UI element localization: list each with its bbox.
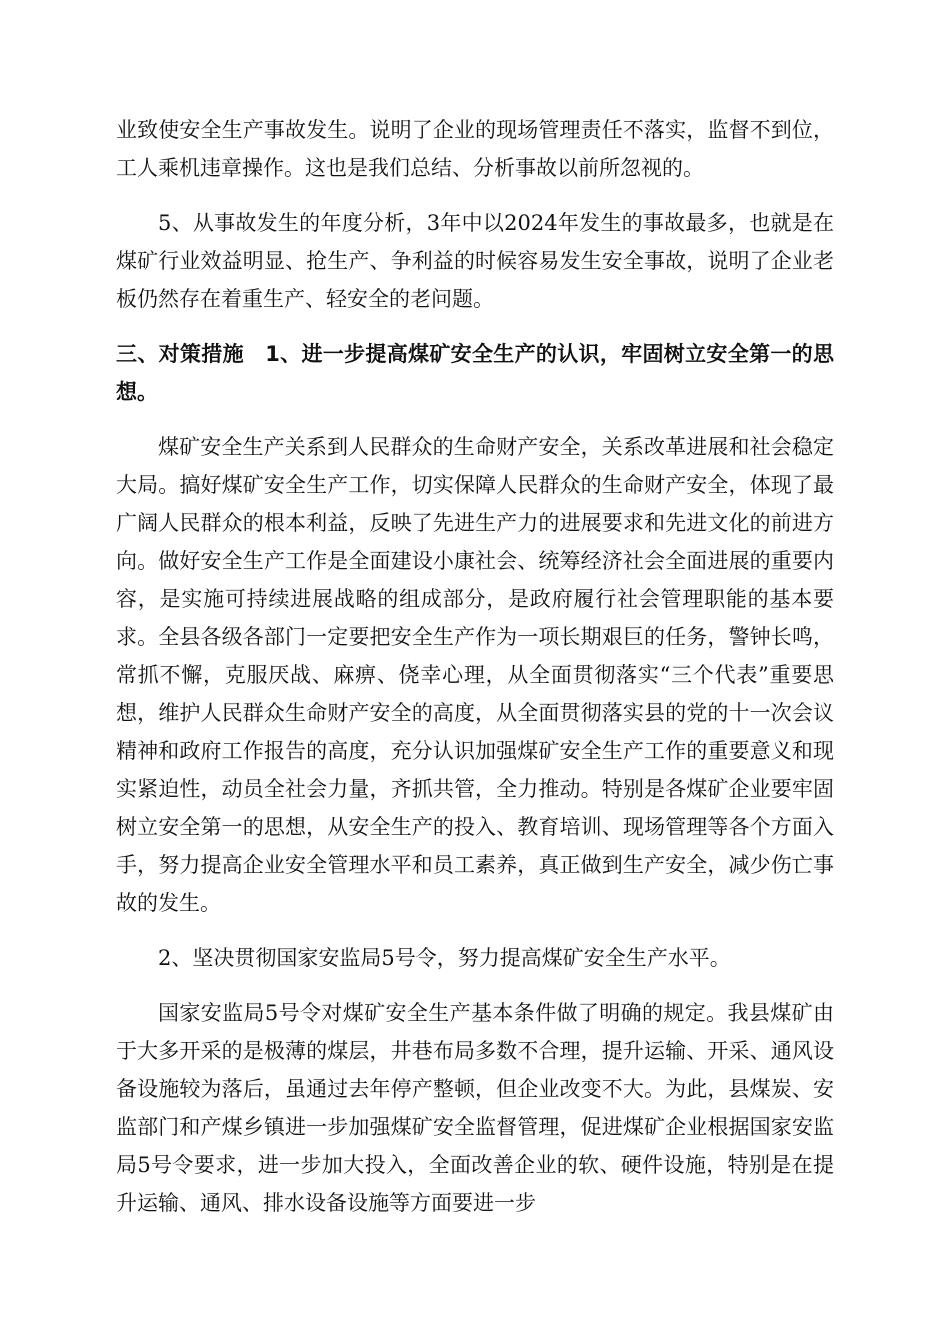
section-heading: 三、对策措施 1、进一步提高煤矿安全生产的认识，牢固树立安全第一的思想。	[116, 342, 834, 404]
paragraph-measure-2: 国家安监局5号令对煤矿安全生产基本条件做了明确的规定。我县煤矿由于大多开采的是极薄的煤层，井巷布局多数不合理，提升运输、开采、通风设备设施较为落后，虽通过去年停产整顿，但企业改变不大。为此，县煤炭、安监部门和产煤乡镇进一步加强煤矿安全监督管理，促进煤矿企业根据国家安监局5号令要求，进一步加大投入，全面改善企业的软、硬件设施，特别是在提升运输、通风、排水设备设施等方面要进一步	[116, 1001, 834, 1215]
paragraph-point-5: 5、从事故发生的年度分析，3年中以2024年发生的事故最多，也就是在煤矿行业效益明显、抢生产、争利益的时候容易发生安全事故，说明了企业老板仍然存在着重生产、轻安全的老问题。	[116, 211, 834, 311]
paragraph-measure-2-title: 2、坚决贯彻国家安监局5号令，努力提高煤矿安全生产水平。	[158, 946, 731, 970]
paragraph-continued: 业致使安全生产事故发生。说明了企业的现场管理责任不落实，监督不到位，工人乘机违章操作。这也是我们总结、分析事故以前所忽视的。	[116, 118, 834, 180]
paragraph-measure-1: 煤矿安全生产关系到人民群众的生命财产安全，关系改革进展和社会稳定大局。搞好煤矿安全生产工作，切实保障人民群众的生命财产安全，体现了最广阔人民群众的根本利益，反映了先进生产力的进展要求和先进文化的前进方向。做好安全生产工作是全面建设小康社会、统筹经济社会全面进展的重要内容，是实施可持续进展战略的组成部分，是政府履行社会管理职能的基本要求。全县各级各部门一定要把安全生产作为一项长期艰巨的任务，警钟长鸣，常抓不懈，克服厌战、麻痹、侥幸心理，从全面贯彻落实“三个代表”重要思想，维护人民群众生命财产安全的高度，从全面贯彻落实县的党的十一次会议精神和政府工作报告的高度，充分认识加强煤矿安全生产工作的重要意义和现实紧迫性，动员全社会力量，齐抓共管，全力推动。特别是各煤矿企业要牢固树立安全第一的思想，从安全生产的投入、教育培训、现场管理等各个方面入手，努力提高企业安全管理水平和员工素养，真正做到生产安全，减少伤亡事故的发生。	[116, 435, 834, 915]
document-page	[116, 111, 834, 1222]
